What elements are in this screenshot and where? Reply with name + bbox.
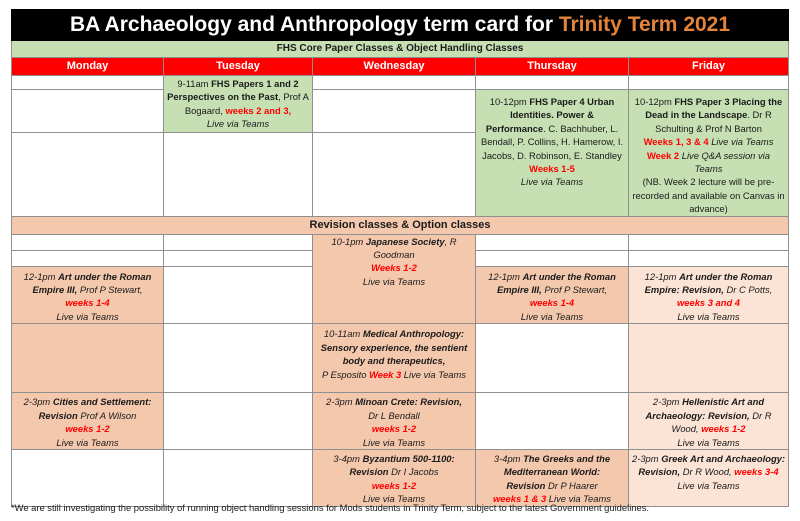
page-title [12,10,789,41]
class-mode: Live via Teams [362,275,426,287]
class-weeks: Weeks 1, 3 & 4 [643,136,709,148]
class-mode: Live via Teams [362,493,426,505]
empty-cell [164,449,313,506]
class-tutor: , Prof A Bogaard, [184,91,309,116]
empty-cell [12,250,164,266]
class-title: Revision [38,409,78,421]
class-title: Revision [349,466,389,478]
class-mode: Live via Teams [206,118,270,130]
class-tutor: . Dr R Schulting & Prof N Barton [655,109,772,134]
class-tutor: Dr R Wood, [671,409,772,435]
class-time: 3-4pm [493,452,524,464]
empty-cell [164,234,313,250]
class-byzantium [313,449,476,506]
class-greeks-mediterranean [476,449,629,506]
class-time: 10-11am [323,328,363,340]
empty-cell [12,449,164,506]
class-title: Japanese Society [365,235,445,247]
class-title: Greek Art and Archaeology: Revision, [638,452,786,478]
class-roman-empire-revision [629,266,789,324]
class-tutor: Dr P Haarer [545,479,598,491]
class-mode: Live via Teams [520,176,584,188]
class-title: Byzantium 500-1100: [362,452,455,464]
class-fhs-papers-1-2 [164,76,313,133]
class-time: 2-3pm [326,396,356,408]
day-header-wednesday: Wednesday [313,58,476,76]
class-japanese-society [313,234,476,324]
empty-cell [164,324,313,393]
empty-cell [12,90,164,133]
class-mode: Live via Teams [708,136,774,148]
empty-cell [629,76,789,90]
revision-section-header: Revision classes & Option classes [12,216,789,234]
revision-section-row [12,216,789,234]
day-header-thursday: Thursday [476,58,629,76]
class-weeks: weeks 1-2 [371,479,417,491]
title-text: BA Archaeology and Anthropology term card for [69,13,559,36]
class-title: Minoan Crete: Revision, [355,396,462,408]
empty-cell [12,132,164,216]
class-weeks: Weeks 1-5 [529,163,575,175]
class-title: Hellenistic Art and Archaeology: Revision, [645,396,765,421]
class-mode: Live via Teams [362,436,426,448]
class-weeks: weeks 1-2 [371,423,417,435]
empty-cell [164,132,313,216]
class-title: Art under the Roman Empire III, [32,270,152,296]
core-row [12,76,789,90]
empty-cell [164,393,313,450]
revision-row [12,324,789,393]
class-minoan-crete [313,393,476,450]
class-medical-anthropology [313,324,476,393]
class-weeks: weeks 1 & 3 [493,493,547,505]
class-fhs-paper-4 [476,90,629,217]
empty-cell [12,324,164,393]
class-time: 9-11am [177,78,212,89]
class-mode: Live via Teams [401,368,466,380]
class-title: Medical Anthropology: Sensory experience, the sentient body and therapeutics, [320,328,468,367]
title-row [12,10,789,41]
class-fhs-paper-3 [629,90,789,217]
empty-cell [12,234,164,250]
class-weeks: Weeks 1-2 [371,262,417,274]
class-time: 2-3pm [23,396,53,408]
footnote: *We are still investigating the possibility of running object handling sessions for Mods students in Trinity Term, subject to the latest Government guidelines. [11,502,650,513]
class-weeks: weeks 1-4 [65,297,110,309]
class-mode: Live via Teams [56,436,119,448]
empty-cell [476,250,629,266]
class-mode: Live via Teams [520,310,584,322]
class-mode: Live via Teams [677,310,740,322]
class-mode: Live via Teams [677,479,740,491]
empty-cell [164,266,313,324]
class-tutor: P Esposito [321,368,370,380]
empty-cell [476,76,629,90]
class-time: 2-3pm [652,396,683,408]
class-roman-empire-thursday [476,266,629,324]
class-weeks: Week 2 [647,149,680,161]
class-time: 3-4pm [333,452,363,464]
class-weeks: weeks 2 and 3, [225,104,292,116]
term-card [11,9,788,507]
class-tutor: Prof P Stewart, [77,284,143,296]
class-weeks: weeks 1-4 [529,297,575,309]
class-time: 10-1pm [331,235,366,247]
class-tutor: Dr R Wood, [680,466,735,478]
term-name: Trinity Term 2021 [558,13,731,36]
class-mode: Live Q&A session via Teams [679,149,770,175]
revision-row [12,393,789,450]
core-section-row [12,41,789,58]
class-time: 10-12pm [634,96,675,107]
empty-cell [629,234,789,250]
class-tutor: , R Goodman [373,235,457,261]
day-header-friday: Friday [629,58,789,76]
class-weeks: weeks 1-2 [701,423,746,435]
class-time: 12-1pm [644,270,680,282]
empty-cell [629,324,789,393]
class-roman-empire-monday [12,266,164,324]
day-header-tuesday: Tuesday [164,58,313,76]
class-title: FHS Papers 1 and 2 Perspectives on the Past [167,78,299,103]
class-time: 12-1pm [488,270,523,282]
empty-cell [476,393,629,450]
class-tutor: Prof P Stewart, [541,284,608,296]
class-tutor: Dr L Bendall [368,409,420,421]
empty-cell [12,76,164,90]
empty-cell [313,90,476,133]
class-mode: Live via Teams [546,493,611,505]
class-hellenistic-art [629,393,789,450]
core-section-header: FHS Core Paper Classes & Object Handling Classes [12,41,789,58]
empty-cell [313,132,476,216]
class-note: (NB. Week 2 lecture will be pre-recorded and available on Canvas in advance) [632,176,785,215]
class-mode: Live via Teams [677,436,740,448]
class-title: Art under the Roman Empire: Revision, [644,270,773,296]
empty-cell [313,76,476,90]
class-tutor: . C. Bachhuber, L. Bendall, P. Collins, H. Hamerow, I. Jacobs, D. Robinson, E. Standley [480,122,624,161]
revision-row [12,234,789,250]
class-title: Art under the Roman Empire III, [496,270,616,296]
class-greek-art [629,449,789,506]
class-title: Cities and Settlement: [52,396,152,408]
class-title: FHS Paper 3 Placing the Dead in the Landscape [645,96,783,121]
class-time: 2-3pm [632,452,662,464]
class-mode: Live via Teams [56,310,119,322]
day-header-row [12,58,789,76]
day-header-monday: Monday [12,58,164,76]
timetable [11,9,789,507]
class-tutor: Dr C Potts, [723,284,773,296]
class-tutor: Prof A Wilson [77,409,137,421]
revision-row [12,449,789,506]
empty-cell [476,324,629,393]
empty-cell [476,234,629,250]
class-title: FHS Paper 4 Urban Identities. Power & Performance [485,96,615,134]
class-tutor: Dr I Jacobs [388,466,439,478]
class-time: 10-12pm [489,96,530,107]
empty-cell [629,250,789,266]
class-weeks: weeks 3-4 [734,466,779,478]
core-row [12,90,789,133]
class-weeks: weeks 3 and 4 [676,297,741,309]
class-weeks: weeks 1-2 [65,423,110,435]
class-time: 12-1pm [23,270,59,282]
class-title: Revision [506,479,546,491]
class-cities-settlement [12,393,164,450]
class-title: The Greeks and the Mediterranean World: [503,452,611,478]
class-weeks: Week 3 [369,368,402,380]
empty-cell [164,250,313,266]
